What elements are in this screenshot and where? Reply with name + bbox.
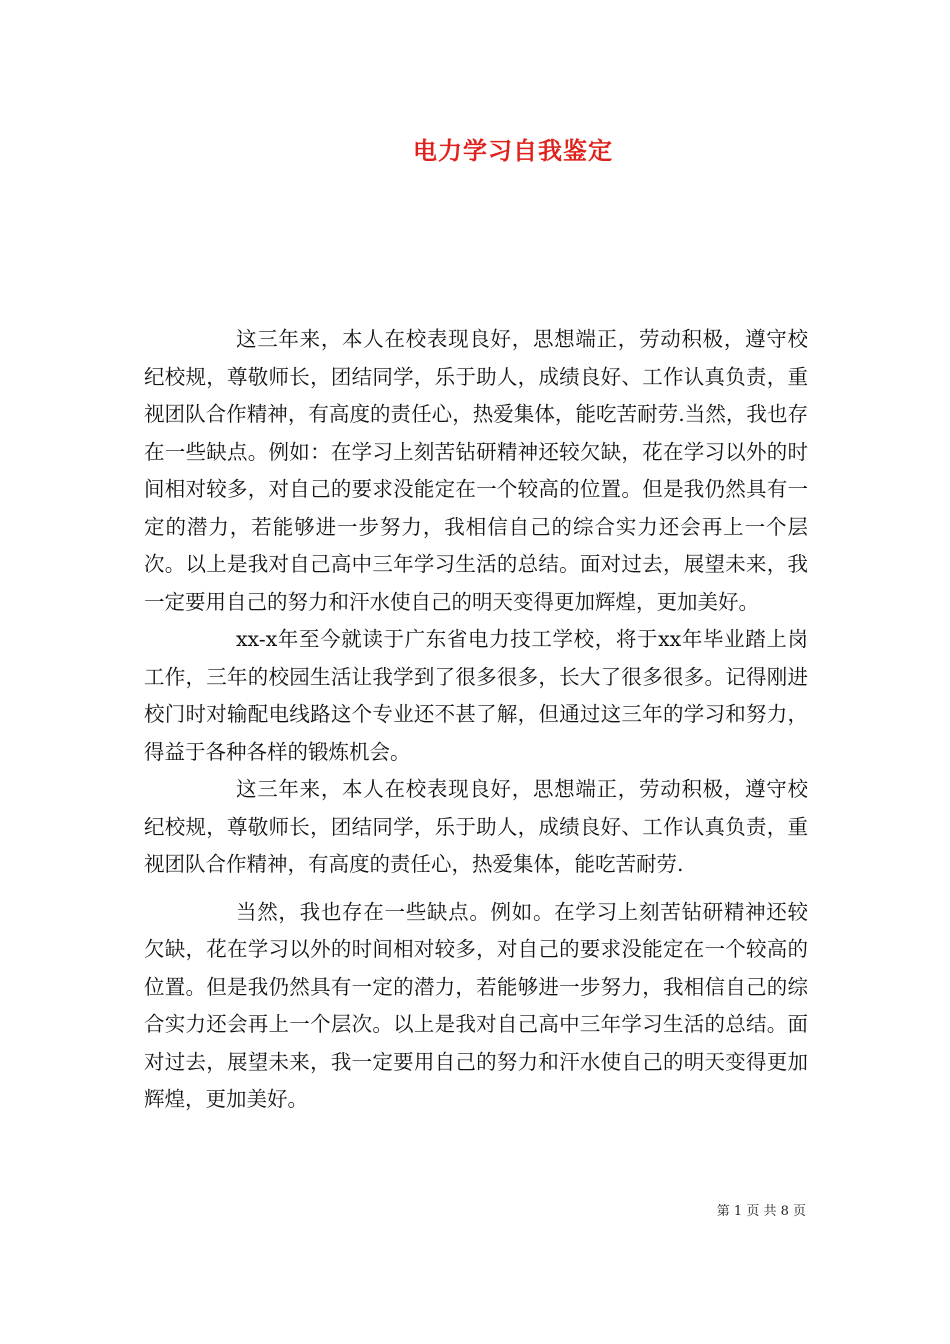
- document-body: [144, 321, 808, 1119]
- paragraph-1: 这三年来，本人在校表现良好，思想端正，劳动积极，遵守校纪校规，尊敬师长，团结同学，乐于助人，成绩良好、工作认真负责，重视团队合作精神，有高度的责任心，热爱集体，能吃苦耐劳.当然，我也存在一些缺点。例如：在学习上刻苦钻研精神还较欠缺，花在学习以外的时间相对较多，对自己的要求没能定在一个较高的位置。但是我仍然具有一定的潜力，若能够进一步努力，我相信自己的综合实力还会再上一个层次。以上是我对自己高中三年学习生活的总结。面对过去，展望未来，我一定要用自己的努力和汗水使自己的明天变得更加辉煌，更加美好。: [144, 327, 808, 614]
- document-title: 电力学习自我鉴定: [413, 136, 613, 165]
- paragraph-4: 当然，我也存在一些缺点。例如。在学习上刻苦钻研精神还较欠缺，花在学习以外的时间相对较多，对自己的要求没能定在一个较高的位置。但是我仍然具有一定的潜力，若能够进一步努力，我相信自己的综合实力还会再上一个层次。以上是我对自己高中三年学习生活的总结。面对过去，展望未来，我一定要用自己的努力和汗水使自己的明天变得更加辉煌，更加美好。: [144, 899, 808, 1111]
- paragraph-2: xx-x年至今就读于广东省电力技工学校，将于xx年毕业踏上岗工作，三年的校园生活让我学到了很多很多，长大了很多很多。记得刚进校门时对输配电线路这个专业还不甚了解，但通过这三年的学习和努力，得益于各种各样的锻炼机会。: [144, 627, 808, 764]
- page-number-footer: 第 1 页 共 8 页: [716, 1204, 806, 1219]
- paragraph-3: 这三年来，本人在校表现良好，思想端正，劳动积极，遵守校纪校规，尊敬师长，团结同学，乐于助人，成绩良好、工作认真负责，重视团队合作精神，有高度的责任心，热爱集体，能吃苦耐劳.: [144, 777, 808, 876]
